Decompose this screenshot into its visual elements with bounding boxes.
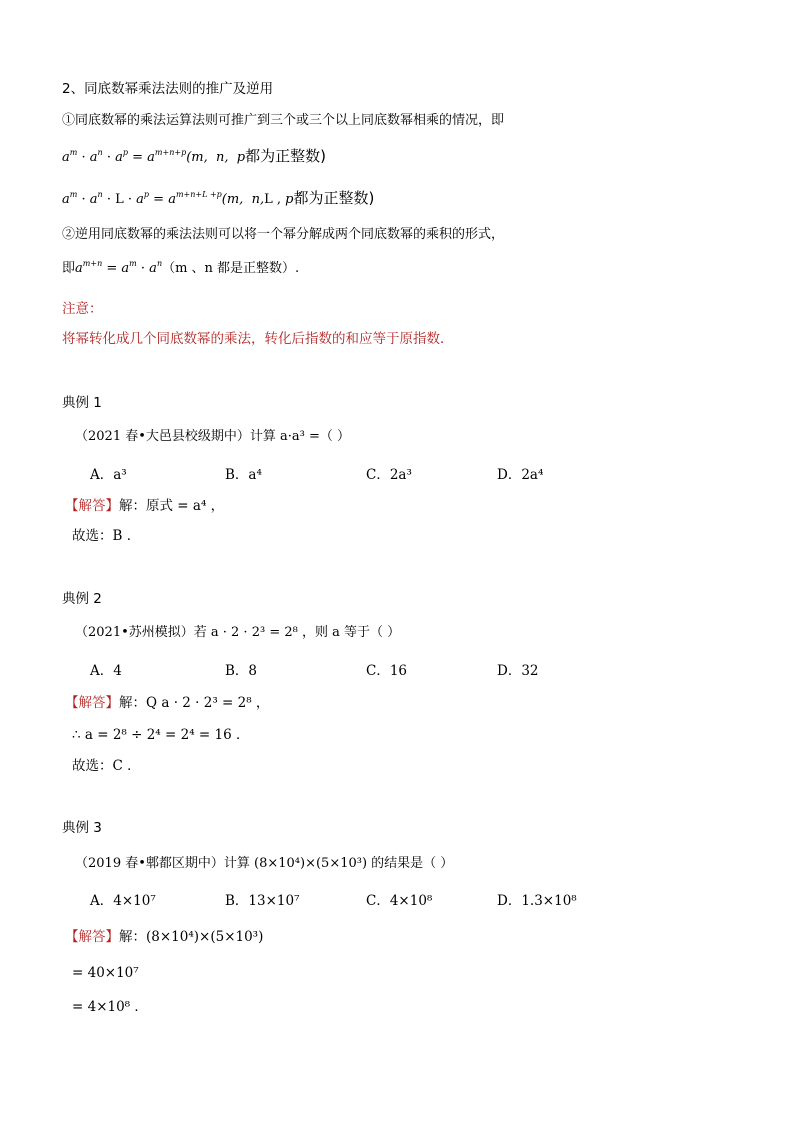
- example-2-option-c: C．16: [366, 663, 408, 679]
- example-2-answer: [65, 694, 269, 712]
- formula-1: $a^m \cdot a^n \cdot a^p = a^{m+n+p}(m$, n, p都为正整数): [62, 147, 326, 165]
- formula-2-condition: 都为正整数): [293, 189, 375, 207]
- example-2-answer-line-3: 故选：C ．: [72, 758, 141, 774]
- rule-paragraph-1: ①同底数幂的乘法运算法则可推广到三个或三个以上同底数幂相乘的情况，即: [62, 113, 505, 128]
- example-3-question: （2019 春•郫都区期中）计算 (8×10⁴)×(5×10³) 的结果是（ ）: [75, 856, 454, 871]
- example-3-option-a: A．4×10⁷: [90, 893, 156, 909]
- example-1-option-d: D．2a⁴: [497, 467, 544, 483]
- example-1-question: （2021 春•大邑县校级期中）计算 a·a³ =（ ）: [75, 429, 351, 444]
- example-3-answer: [65, 928, 263, 946]
- example-1-option-c: C．2a³: [366, 467, 412, 483]
- example-3-option-d: D．1.3×10⁸: [497, 893, 577, 909]
- example-2-option-d: D．32: [497, 663, 539, 679]
- formula-1-condition: 都为正整数): [245, 147, 326, 165]
- example-1-answer: [65, 497, 224, 515]
- note-text: 将幂转化成几个同底数幂的乘法，转化后指数的和应等于原指数．: [62, 331, 454, 347]
- answer-tag: 【解答】: [65, 695, 119, 711]
- note-title: 注意：: [62, 301, 103, 317]
- answer-line: 解：Q a · 2 · 2³ = 2⁸ ，: [119, 695, 270, 711]
- example-1-answer-line-2: 故选：B ．: [72, 528, 141, 544]
- section-heading: 2、同底数幂乘法法则的推广及逆用: [62, 81, 274, 97]
- formula-3-condition: （m 、n 都是正整数）.: [162, 261, 300, 276]
- rule-paragraph-3: 即$a^{m+n} = a^m \cdot a^n(m$ 、n 都是正整数）.: [62, 259, 300, 276]
- answer-tag: 【解答】: [65, 498, 119, 514]
- formula-2: $a^m \cdot a^n \cdot L \cdot a^p = a^{m+n+L +p}(m$, n,L , p都为正整数): [62, 189, 375, 207]
- example-3-option-b: B．13×10⁷: [225, 893, 300, 909]
- example-2-option-b: B．8: [225, 663, 258, 679]
- example-3-answer-line-2: = 40×10⁷: [72, 965, 139, 981]
- example-3-answer-line-3: = 4×10⁸ ．: [72, 999, 148, 1015]
- example-2-title: 典例 2: [62, 591, 102, 607]
- example-1-option-a: A．a³: [90, 467, 127, 483]
- answer-line: 解：(8×10⁴)×(5×10³): [119, 929, 264, 945]
- example-1-title: 典例 1: [62, 395, 102, 411]
- answer-line: 解：原式 = a⁴ ，: [119, 498, 225, 514]
- example-1-option-b: B．a⁴: [225, 467, 262, 483]
- example-3-title: 典例 3: [62, 820, 102, 836]
- example-2-question: （2021•苏州模拟）若 a · 2 · 2³ = 2⁸ ，则 a 等于（ ）: [75, 625, 401, 640]
- example-2-option-a: A．4: [90, 663, 122, 679]
- rule-paragraph-2: ②逆用同底数幂的乘法法则可以将一个幂分解成两个同底数幂的乘积的形式，: [62, 227, 505, 242]
- example-2-answer-line-2: ∴ a = 2⁸ ÷ 2⁴ = 2⁴ = 16 ．: [72, 727, 250, 743]
- answer-tag: 【解答】: [65, 929, 119, 945]
- example-3-option-c: C．4×10⁸: [366, 893, 433, 909]
